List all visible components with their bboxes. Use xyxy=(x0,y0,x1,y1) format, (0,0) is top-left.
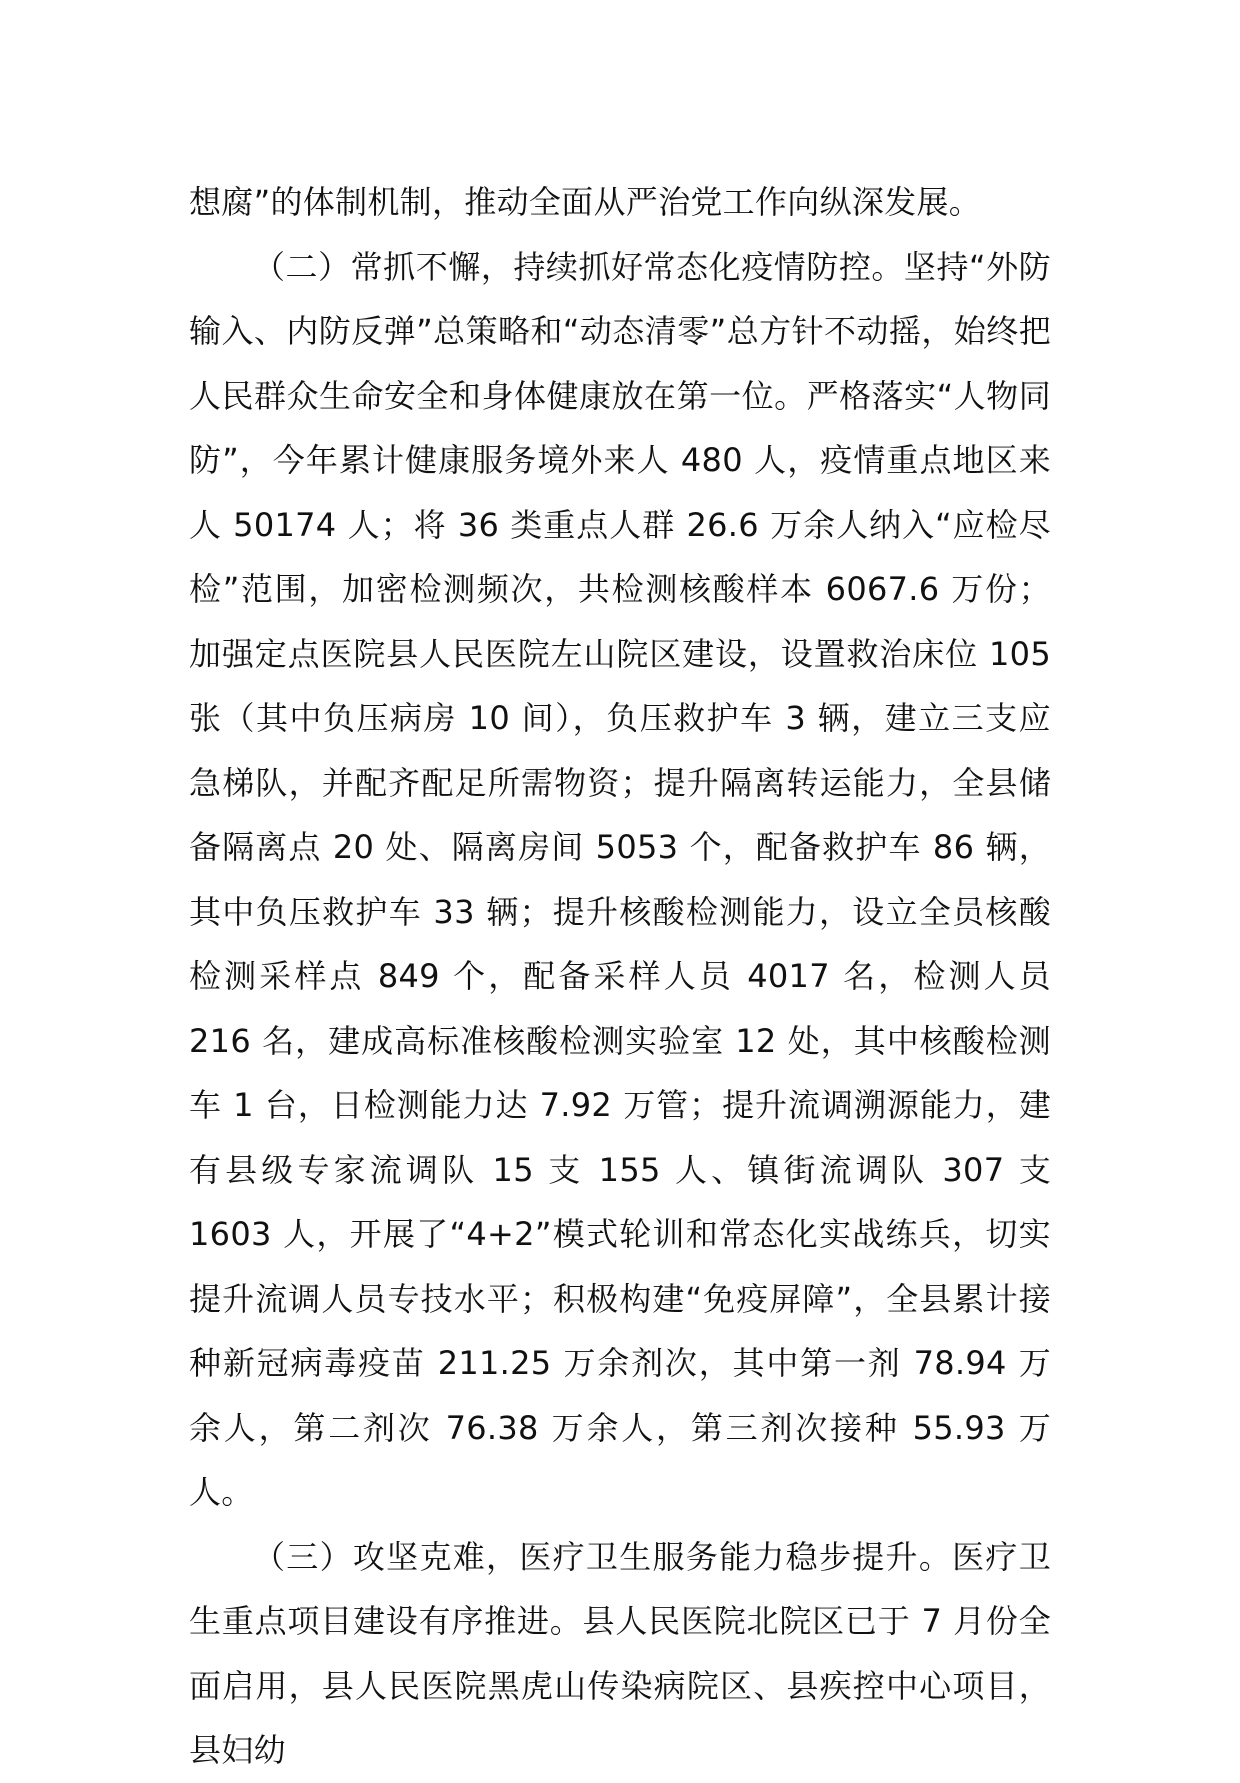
paragraph-2: （二）常抓不懈，持续抓好常态化疫情防控。坚持“外防输入、内防反弹”总策略和“动态清零”总方针不动摇，始终把人民群众生命安全和身体健康放在第一位。严格落实“人物同防”，今年累计健康服务境外来人 480 人，疫情重点地区来人 50174 人；将 36 类重点人群 26.6 万余人纳入“应检尽检”范围，加密检测频次，共检测核酸样本 6067.6 万份；加强定点医院县人民医院左山院区建设，设置救治床位 105 张（其中负压病房 10 间），负压救护车 3 辆，建立三支应急梯队，并配齐配足所需物资；提升隔离转运能力，全县储备隔离点 20 处、隔离房间 5053 个，配备救护车 86 辆，其中负压救护车 33 辆；提升核酸检测能力，设立全员核酸检测采样点 849 个，配备采样人员 4017 名，检测人员 216 名，建成高标准核酸检测实验室 12 处，其中核酸检测车 1 台，日检测能力达 7.92 万管；提升流调溯源能力，建有县级专家流调队 15 支 155 人、镇街流调队 307 支 1603 人，开展了“4+2”模式轮训和常态化实战练兵，切实提升流调人员专技水平；积极构建“免疫屏障”，全县累计接种新冠病毒疫苗 211.25 万余剂次，其中第一剂 78.94 万余人，第二剂次 76.38 万余人，第三剂次接种 55.93 万人。 xyxy=(189,247,1051,1511)
paragraph-3: （三）攻坚克难，医疗卫生服务能力稳步提升。医疗卫生重点项目建设有序推进。县人民医院北院区已于 7 月份全面启用，县人民医院黑虎山传染病院区、县疾控中心项目，县妇幼 xyxy=(189,1537,1051,1769)
document-body xyxy=(189,170,1051,1783)
paragraph-1: 想腐”的体制机制，推动全面从严治党工作向纵深发展。 xyxy=(189,183,982,221)
